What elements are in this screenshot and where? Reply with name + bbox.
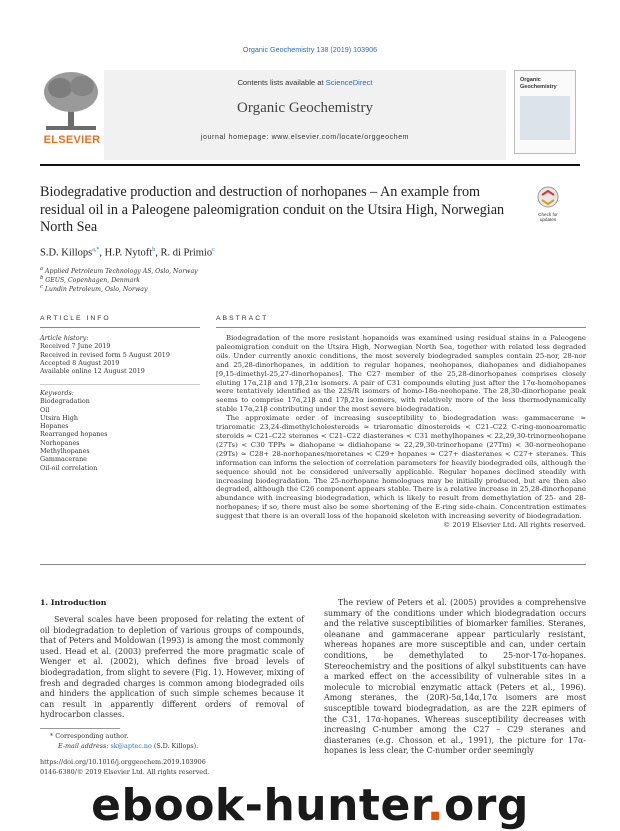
author-3: R. di Primio bbox=[160, 247, 213, 259]
journal-cover-thumbnail bbox=[514, 70, 576, 154]
contents-prefix: Contents lists available at bbox=[237, 78, 326, 87]
history-online: Available online 12 August 2019 bbox=[40, 367, 145, 376]
article-info-heading: ARTICLE INFO bbox=[40, 315, 111, 322]
author-3-sup[interactable]: c bbox=[212, 247, 215, 253]
author-list: S.D. Killops$^{a,*}$, H.P. Nytoft$^b$, R. di Primio$^c$ bbox=[40, 247, 215, 259]
author-1: S.D. Killops bbox=[40, 247, 93, 259]
abstract-paragraph-1: Biodegradation of the more resistant hopanoids was examined using residual stains in a Paleogene paleomigration conduit on the Utsira High, Norwegian North Sea, together with related less degraded oils. Under currently anoxic conditions, the most severely biodegraded samples contain 25-nor, 28-nor and 25,28-dinorhopanes, in addition to regular hopanes, neohopanes, diahopanes and didiahopanes [9,15-dimethyl-25,27-dinorhopanes]. The C27 member of the 25,28-dinorhopanes comprises closely eluting 17α,21β and 17β,21α isomers. A pair of C31 compounds eluting just after the 17α-homohopanes were tentatively identified as the 22S/R isomers of homo-18α-neohopane. The 28,30-dinorhopane peak seems to comprise 17α,21β and 17β,21α isomers, with relatively more of the less thermodynamically stable 17α,21β contributing under the most severe biodegradation. bbox=[216, 334, 586, 414]
keywords-label: Keywords: bbox=[40, 389, 74, 397]
author-2: H.P. Nytoft bbox=[104, 247, 153, 259]
email-suffix: (S.D. Killops). bbox=[151, 742, 199, 750]
abstract-rule bbox=[216, 327, 586, 328]
keyword: Rearranged hopanes bbox=[40, 430, 108, 439]
affiliation-b: $^b$ GEUS, Copenhagen, Denmark bbox=[40, 275, 141, 285]
check-for-updates-badge[interactable] bbox=[530, 186, 566, 220]
email-label: E-mail address: bbox=[58, 742, 111, 750]
intro-left-column bbox=[40, 615, 304, 721]
history-label: Article history: bbox=[40, 334, 89, 342]
history-revised: Received in revised form 5 August 2019 bbox=[40, 350, 170, 359]
email-link[interactable]: sk@aptec.no bbox=[110, 742, 152, 750]
abstract-paragraph-2: The approximate order of increasing susceptibility to biodegradation was: gammacerane ≈ triaromatic 23,24-dimethylcholesteroids ≈ triaromatic dinosteroids < C21–C22 C-ring-monoaromatic steroids ≈ C21–C22 steranes < C21–C22 diasteranes < C31 methylhopanes < 22,29,30-trinorneohopane (27Ts) < C30 TPPs ≈ diahopane ≈ didiahopane ≈ 22,29,30-trinorhopane (27Tm) < 30-norneohopane (29Ts) ≈ C28+ 28-norhopanes/moretanes < C29+ hopanes ≈ C27+ diasteranes < C27+ steranes. This information can inform the selection of correlation parameters for heavily biodegraded oils, although the sequence should not be considered universally applicable. Regular hopanes declined steadily with increasing biodegradation. The 25-norhopane homologues may be initially produced, but are then also degraded, although the C26 component appears stable. There is a relative increase in 25,28-dinorhopane abundance with increasing biodegradation, which is likely to result from demethylation of 25- and 28-norhopanes; if so, there must also be some shortening of the E-ring side-chain. Concentration estimates suggest that there is an overall loss of the hopanoid skeleton with increasing severity of biodegradation. bbox=[216, 414, 586, 521]
corresponding-author-note: * Corresponding author. bbox=[50, 732, 129, 740]
keyword: Oil bbox=[40, 405, 50, 414]
abstract-body bbox=[216, 334, 586, 530]
abstract-bottom-rule bbox=[40, 564, 586, 565]
journal-homepage[interactable]: journal homepage: www.elsevier.com/locate/orggeochem bbox=[200, 134, 410, 141]
keywords-rule bbox=[40, 384, 200, 385]
history-accepted: Accepted 8 August 2019 bbox=[40, 358, 120, 367]
journal-title: Organic Geochemistry bbox=[237, 100, 373, 116]
sciencedirect-link[interactable]: ScienceDirect bbox=[325, 78, 373, 87]
watermark-part1: ebook-hunter bbox=[91, 780, 427, 831]
issn-line: 0146-6380/© 2019 Elsevier Ltd. All rights reserved. bbox=[40, 768, 210, 776]
article-info-rule bbox=[40, 327, 200, 328]
keyword: Methylhopanes bbox=[40, 447, 90, 456]
keyword: Oil-oil correlation bbox=[40, 463, 98, 472]
intro-left-paragraph: Several scales have been proposed for relating the extent of oil biodegradation to depletion of various groups of compounds, that of Peters and Moldowan (1993) is among the most commonly used. Head et al. (2003) preferred the more pragmatic scale of Wenger et al. (2002), which defines five broad levels of biodegradation, from slight to severe (Fig. 1). However, mixing of fresh and degraded charges is common among biodegraded oils and hinders the application of such simple schemes because it can result in apparently different orders of removal of hydrocarbon classes. bbox=[40, 615, 304, 720]
author-1-sup[interactable]: a,* bbox=[92, 247, 100, 253]
cover-image bbox=[520, 96, 570, 140]
watermark-part2: org bbox=[443, 780, 529, 831]
journal-reference[interactable]: Organic Geochemistry 138 (2019) 103906 bbox=[242, 45, 378, 54]
updates-icon bbox=[530, 186, 566, 208]
email-line bbox=[40, 742, 198, 750]
contents-line bbox=[104, 78, 506, 87]
history-received: Received 7 June 2019 bbox=[40, 342, 111, 351]
updates-line2: updates bbox=[539, 217, 557, 222]
header-rule bbox=[40, 164, 580, 166]
cover-title: Organic Geochemistry bbox=[520, 77, 557, 90]
keyword: Biodegradation bbox=[40, 397, 90, 406]
article-history bbox=[40, 334, 205, 375]
intro-right-paragraph: The review of Peters et al. (2005) provides a comprehensive summary of the conditions under which biodegradation occurs and the relative susceptibilities of biomarker families. Steranes, oleanane and gammacerane appear particularly resistant, whereas hopanes are more susceptible and can, under certain conditions, be demethylated to 25-nor-17α-hopanes. Stereochemistry and the positions of alkyl substituents can have a marked effect on the accessibility of vulnerable sites in a molecule to microbial enzymatic attack (Peters et al., 1996). Among steranes, the (20R)-5α,14α,17α isomers are most susceptible toward biodegradation, as are the 22R epimers of the C31, 17α-hopanes. Whereas susceptibility decreases with increasing C-number among the C27 – C29 steranes and diasteranes (e.g. Chosson et al., 1991), the picture for 17α-hopanes is less clear, the C-number order seemingly bbox=[324, 598, 586, 756]
affiliation-c: $^c$ Lundin Petroleum, Oslo, Norway bbox=[40, 284, 148, 294]
affiliation-a: $^a$ Applied Petroleum Technology AS, Oslo, Norway bbox=[40, 266, 198, 276]
abstract-heading: ABSTRACT bbox=[216, 315, 269, 322]
site-watermark bbox=[0, 780, 620, 831]
keyword: Norhopanes bbox=[40, 438, 80, 447]
watermark-dot: . bbox=[426, 780, 444, 831]
abstract-copyright: © 2019 Elsevier Ltd. All rights reserved. bbox=[443, 521, 586, 530]
section-heading-introduction: 1. Introduction bbox=[40, 598, 107, 607]
keyword: Gammacerane bbox=[40, 455, 87, 464]
keyword: Utsira High bbox=[40, 413, 78, 422]
doi-link[interactable]: https://doi.org/10.1016/j.orggeochem.2019.103906 bbox=[40, 758, 206, 766]
paper-title: Biodegradative production and destruction of norhopanes – An example from residual oil in a Paleogene paleomigration conduit on the Utsira High, Norwegian North Sea bbox=[40, 184, 505, 235]
keywords-block bbox=[40, 389, 205, 472]
author-2-sup[interactable]: b bbox=[152, 247, 156, 253]
updates-line1: Check for bbox=[538, 212, 558, 217]
intro-right-column bbox=[324, 598, 586, 757]
keyword: Hopanes bbox=[40, 422, 69, 431]
footnote-rule bbox=[40, 728, 120, 729]
publisher-name: ELSEVIER bbox=[43, 134, 101, 146]
